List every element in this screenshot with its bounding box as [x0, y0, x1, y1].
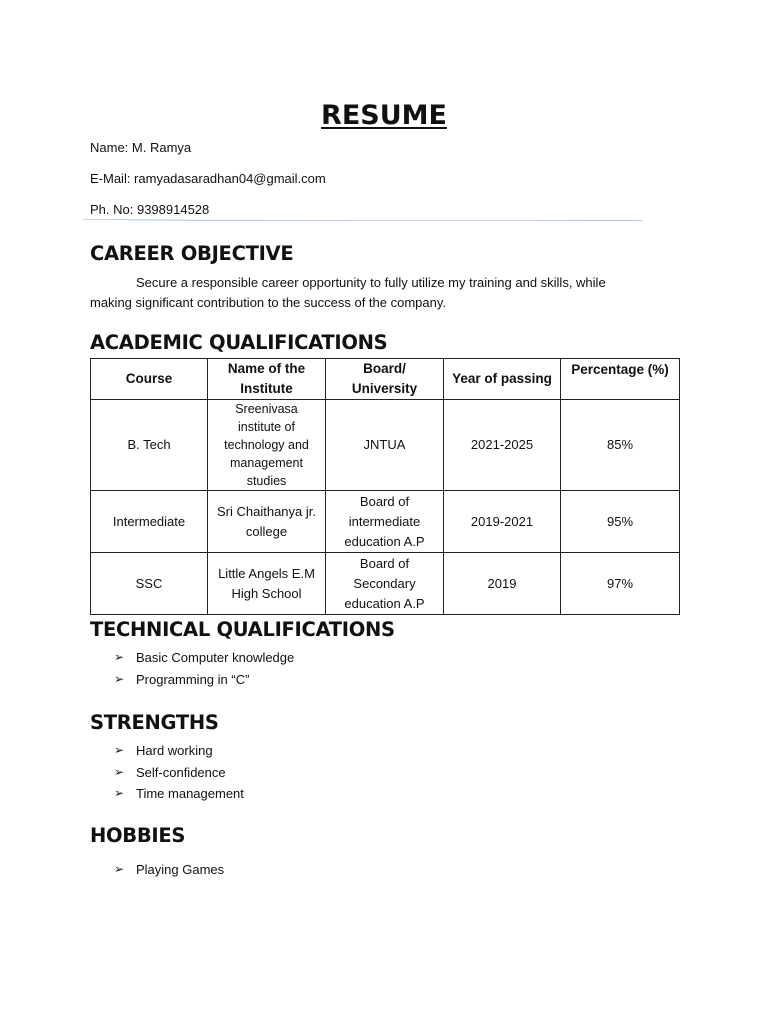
- header-divider: [83, 219, 643, 221]
- table-header-cell: Name of the Institute: [208, 359, 326, 400]
- arrow-bullet-icon: ➢: [114, 650, 125, 664]
- contact-phone: Ph. No: 9398914528: [90, 202, 210, 217]
- table-row: [91, 491, 680, 553]
- table-cell: Board of intermediate education A.P: [326, 491, 444, 553]
- academic-table: [90, 358, 680, 615]
- list-item-text: Self-confidence: [136, 764, 226, 780]
- contact-name: Name: M. Ramya: [90, 140, 192, 155]
- arrow-bullet-icon: ➢: [114, 764, 125, 779]
- table-row: [91, 553, 680, 615]
- objective-text: Secure a responsible career opportunity to fully utilize my training and skills, while making significant contribution to the success of the company.: [90, 275, 606, 310]
- section-heading-academic: ACADEMIC QUALIFICATIONS: [90, 331, 388, 354]
- list-item-text: Basic Computer knowledge: [136, 650, 295, 665]
- hobbies-list: [90, 859, 224, 881]
- page-title: RESUME: [321, 100, 447, 131]
- section-heading-technical: TECHNICAL QUALIFICATIONS: [90, 618, 395, 641]
- arrow-bullet-icon: ➢: [114, 671, 125, 686]
- list-item: [90, 762, 244, 784]
- table-cell: 2019: [444, 553, 561, 615]
- table-cell: 2021-2025: [444, 400, 561, 491]
- table-header-cell: Board/ University: [326, 359, 444, 400]
- strengths-list: [90, 740, 244, 805]
- table-cell: 2019-2021: [444, 491, 561, 553]
- table-header-row: [91, 359, 680, 400]
- list-item-text: Time management: [136, 786, 244, 801]
- list-item: [90, 647, 294, 669]
- table-cell: B. Tech: [91, 400, 208, 491]
- table-cell: Sri Chaithanya jr. college: [208, 491, 326, 553]
- table-cell: 97%: [561, 553, 680, 615]
- table-header-cell: Percentage (%): [561, 359, 680, 400]
- table-cell: 95%: [561, 491, 680, 553]
- section-heading-career-objective: CAREER OBJECTIVE: [90, 242, 294, 265]
- section-heading-strengths: STRENGTHS: [90, 711, 219, 734]
- table-cell: SSC: [91, 553, 208, 615]
- contact-email: E-Mail: ramyadasaradhan04@gmail.com: [90, 171, 326, 186]
- arrow-bullet-icon: ➢: [114, 743, 125, 757]
- table-header-cell: Year of passing: [444, 359, 561, 400]
- list-item: [90, 859, 224, 881]
- section-heading-hobbies: HOBBIES: [90, 824, 186, 847]
- list-item: [90, 740, 244, 762]
- table-cell: Little Angels E.M High School: [208, 553, 326, 615]
- table-row: [91, 400, 680, 491]
- table-cell: Sreenivasa institute of technology and management studies: [208, 400, 326, 491]
- list-item-text: Hard working: [136, 743, 213, 758]
- table-header-cell: Course: [91, 359, 208, 400]
- table-cell: Board of Secondary education A.P: [326, 553, 444, 615]
- table-cell: JNTUA: [326, 400, 444, 491]
- arrow-bullet-icon: ➢: [114, 786, 125, 800]
- list-item-text: Programming in “C”: [136, 671, 250, 687]
- list-item: [90, 783, 244, 805]
- list-item-text: Playing Games: [136, 862, 225, 877]
- table-cell: 85%: [561, 400, 680, 491]
- technical-list: [90, 647, 294, 690]
- list-item: [90, 669, 294, 691]
- arrow-bullet-icon: ➢: [114, 862, 125, 876]
- table-cell: Intermediate: [91, 491, 208, 553]
